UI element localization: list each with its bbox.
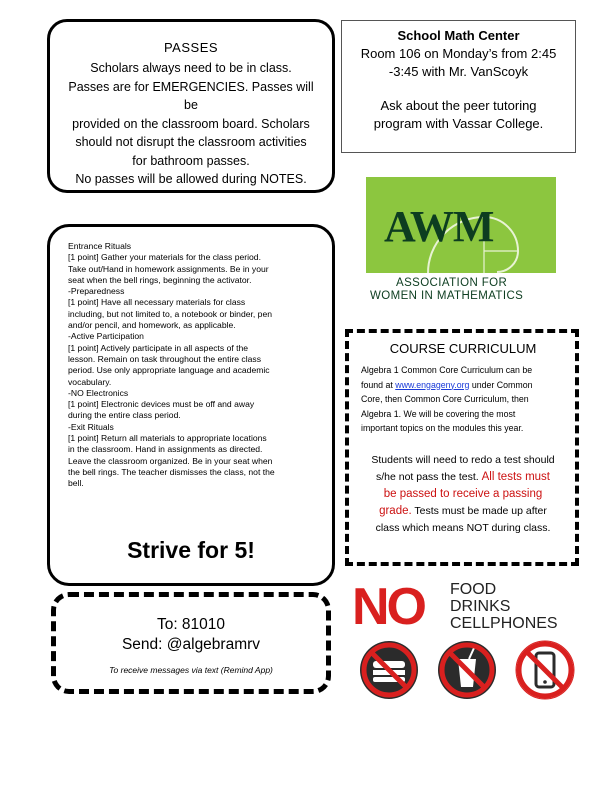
no-food-sign [352,577,592,707]
rituals-line: in the classroom. Hand in assignments as directed. [68,444,263,455]
awm-logo [366,177,556,307]
passes-line: No passes will be allowed during NOTES. [75,172,307,186]
logo-acronym: AWM [384,202,494,251]
passes-line: should not disrupt the classroom activities [75,135,307,149]
rituals-line: [1 point] Return all materials to appropriate locations [68,433,267,444]
passes-line: provided on the classroom board. Scholars [72,116,310,131]
passes-text [60,59,322,189]
passes-box [47,19,335,193]
passes-title: PASSES [163,40,219,55]
math-center-box [341,20,576,153]
logo-subtitle: WOMEN IN MATHEMATICS [370,290,524,302]
remind-to: To: 81010 [156,616,226,633]
rituals-line: during the entire class period. [68,410,181,421]
rituals-line: Entrance Rituals [68,241,132,251]
rituals-line: [1 point] Electronic devices must be off and away [68,399,255,410]
curriculum-line: important topics on the modules this year. [361,423,524,433]
rituals-line: and/or pencil, and homework, as applicable. [68,320,236,331]
policy-emphasis: All tests must [481,470,551,483]
rituals-line: -Exit Rituals [68,421,114,432]
rituals-line: seat when the bell rings, beginning the activator. [68,274,252,285]
rituals-line: Leave the classroom organized. Be in your seat when [68,455,273,466]
math-center-line: Ask about the peer tutoring [380,98,537,113]
policy-emphasis: grade. [379,504,412,517]
no-cellphones-icon [514,639,576,701]
remind-box [51,592,331,694]
math-center-title: School Math Center [397,28,520,43]
curriculum-line: Algebra 1. We will be covering the most [361,408,516,419]
remind-send: Send: @algebramrv [121,636,261,653]
passes-line: for bathroom passes. [132,153,250,168]
rituals-line: -Preparedness [68,286,125,297]
policy-emphasis: be passed to receive a passing [383,487,543,500]
remind-note: To receive messages via text (Remind App) [109,665,273,675]
no-food-icon [358,639,420,701]
rituals-line: vocabulary. [68,376,112,387]
curriculum-box [345,329,579,566]
sign-no: NO [352,578,424,636]
rituals-box [47,224,335,586]
rituals-line: bell. [68,478,84,489]
math-center-line: -3:45 with Mr. VanScoyk [388,64,529,79]
sign-items: FOOD DRINKS CELLPHONES [450,581,558,632]
curriculum-line: Core, then Common Core Curriculum, then [361,394,529,404]
curriculum-line: Algebra 1 Common Core Curriculum can be [361,365,533,375]
rituals-line: [1 point] Have all necessary materials for class [68,297,246,308]
rituals-line: -Active Participation [68,331,144,342]
rituals-line: -NO Electronics [68,387,129,398]
rituals-line: the bell rings. The teacher dismisses the class, not the [68,466,275,477]
rituals-line: [1 point] Actively participate in all aspects of the [68,342,249,353]
math-center-line: program with Vassar College. [373,116,544,131]
passes-line: Scholars always need to be in class. [90,61,292,75]
rituals-line: lesson. Remain on task throughout the entire class [68,353,261,364]
no-drinks-icon [436,639,498,701]
retest-policy: Students will need to redo a test should s/he not pass the test. All tests must be passed to receive a passing grade. Tests must be made up after class which means NOT during class. [361,452,565,537]
engageny-link[interactable]: www.engageny.org [395,379,470,390]
rituals-line: Take out/Hand in homework assignments. Be in your [68,263,269,274]
rituals-line: [1 point] Gather your materials for the class period. [68,252,261,263]
curriculum-title: COURSE CURRICULUM [389,341,537,356]
curriculum-line: found at www.engageny.org under Common [361,379,533,390]
strive-heading: Strive for 5! [127,537,255,563]
math-center-line: Room 106 on Monday’s from 2:45 [360,46,557,61]
passes-line: Passes are for EMERGENCIES. Passes will be [68,79,314,112]
rituals-line: period. Use only appropriate language and academic [68,365,270,376]
logo-subtitle: ASSOCIATION FOR [396,277,508,289]
rituals-line: including, but not limited to, a notebook or binder, pen [68,308,273,319]
